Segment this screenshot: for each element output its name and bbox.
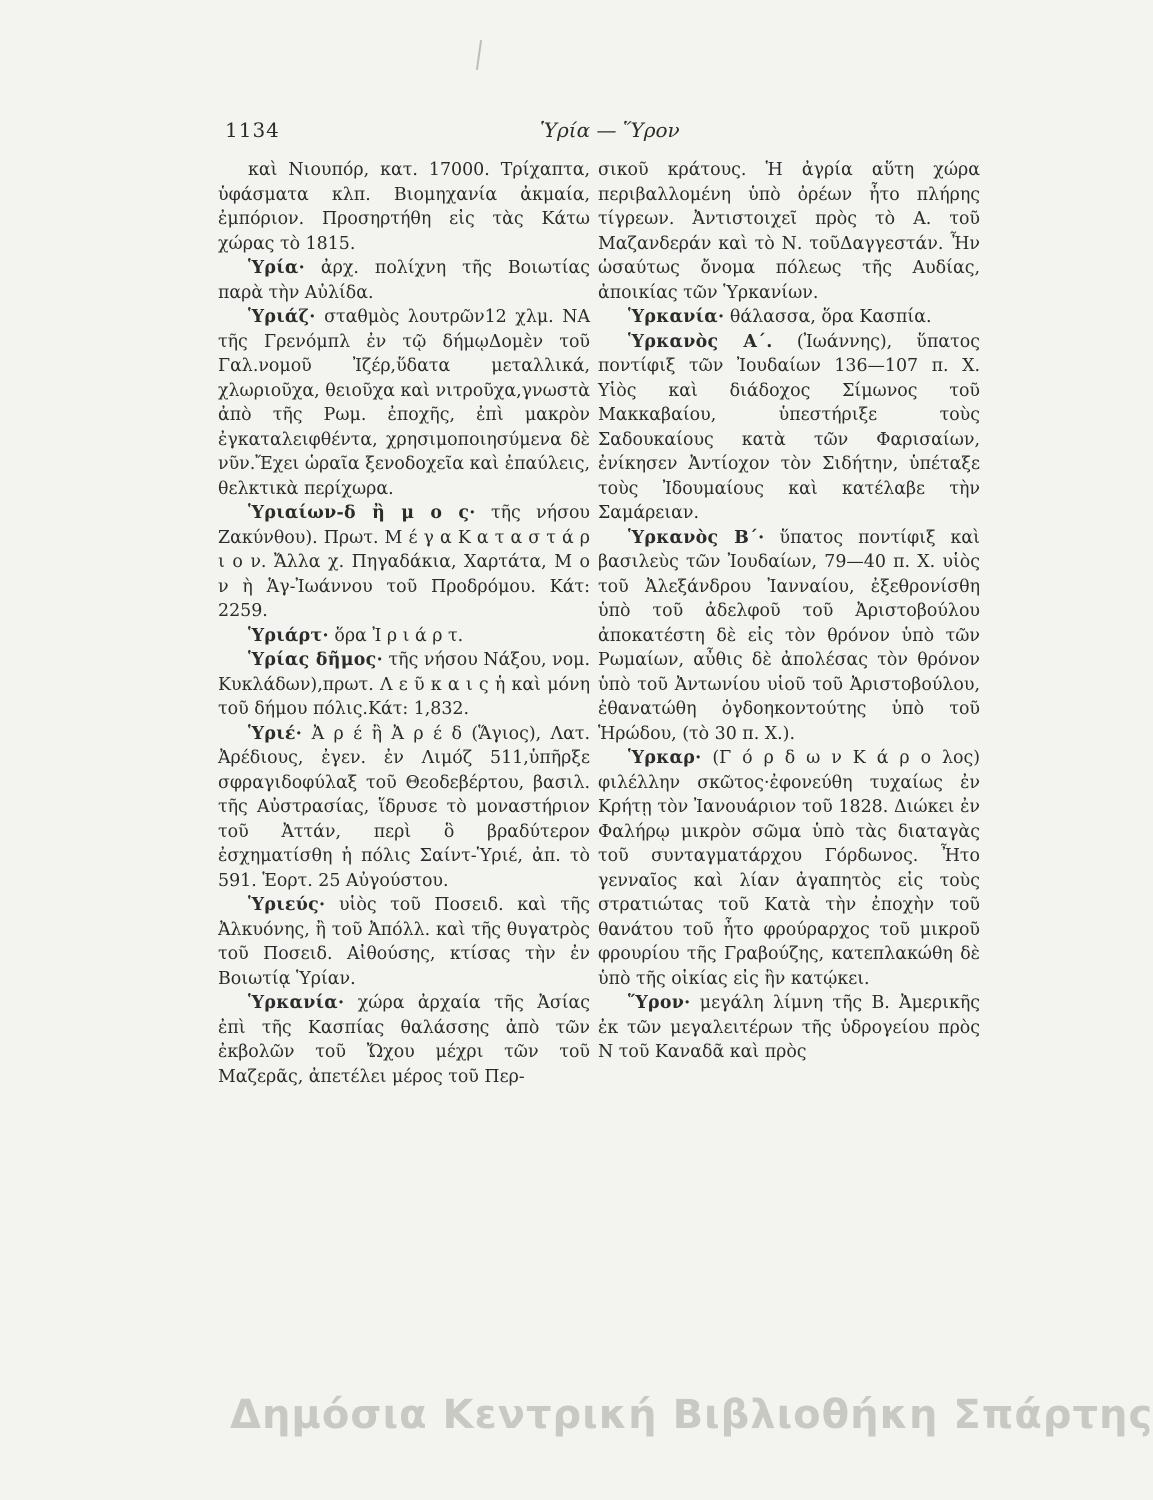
entry: Ὑριάρτ· ὅρα Ἰ ρ ι ά ρ τ. — [248, 625, 464, 646]
page-header — [0, 118, 1035, 148]
entry: Ὑρκανία· θάλασσα, ὅρα Κασπία. — [628, 307, 932, 327]
headword: Ὑρία· — [248, 258, 305, 278]
entry: σικοῦ κράτους. Ἡ ἀγρία αὕτη χώρα περιβαλλομένη ὑπὸ ὀρέων ἦτο πλήρης τίγρεων. Ἀντιστοιχεῖ πρὸς τὸ Α. τοῦ Μαζανδεράν καὶ τὸ Ν. τοῦΔαγγεστάν. Ἦν ὡσαύτως ὄνομα πόλεως τῆς Αυδίας, ἀποικίας τῶν Ὑρκανίων. — [598, 160, 980, 303]
entry: Ὕρον· μεγάλη λίμνη τῆς Β. Ἀμερικῆς ἐκ τῶν μεγαλειτέρων τῆς ὑδρογείου πρὸς Ν τοῦ Καναδᾶ καὶ πρὸς — [598, 993, 980, 1062]
entry: Ὑρκανὸς Β΄· ὕπατος ποντίφιξ καὶ βασιλεὺς τῶν Ἰουδαίων, 79—40 π. Χ. υἱὸς τοῦ Ἀλεξάνδρου Ἰανναίου, ἐξεθρονίσθη ὑπὸ τοῦ ἀδελφοῦ τοῦ Ἀριστοβούλου ἀποκατέστη δὲ εἰς τὸν θρόνον ὑπὸ τῶν Ρωμαίων, αὖθις δὲ ἀπολέσας τὸν θρόνον ὑπὸ τοῦ Ἀντωνίου υἱοῦ τοῦ Ἀριστοβούλου, ἐθανατώθη ὀγδοηκοντούτης ὑπὸ τοῦ Ἡρώδου, (τὸ 30 π. Χ.). — [598, 527, 980, 744]
entry: Ὑρκανὸς Α΄. (Ἰωάννης), ὕπατος ποντίφιξ τῶν Ἰουδαίων 136—107 π. Χ. Υἱὸς καὶ διάδοχος Σίμωνος τοῦ Μακκαβαίου, ὑπεστήριξε τοὺς Σαδουκαίους κατὰ τῶν Φαρισαίων, ἐνίκησεν Ἀντίοχον τὸν Σιδήτην, ὑπέταξε τοὺς Ἰδουμαίους καὶ κατέλαβε τὴν Σαμάρειαν. — [598, 331, 980, 523]
headword: Ὑρκανία· — [248, 993, 345, 1013]
headword: Ὑρκαρ· — [628, 748, 702, 768]
left-column — [218, 158, 590, 1089]
headword: Ὑριεύς· — [248, 895, 326, 915]
headword: Ὑριαίων-δ ἢ μ ο ς· — [248, 503, 476, 523]
entry: Ὑρία· ἀρχ. πολίχνη τῆς Βοιωτίας παρὰ τὴν Αὐλίδα. — [218, 258, 590, 303]
entry: καὶ Νιουπόρ, κατ. 17000. Τρίχαπτα, ὑφάσματα κλπ. Βιομηχανία ἀκμαία, ἐμπόριον. Προσηρτήθη εἰς τὰς Κάτω χώρας τὸ 1815. — [218, 160, 590, 254]
headword: Ὑρκανὸς Α΄. — [628, 331, 773, 352]
entry: Ὑριεύς· υἱὸς τοῦ Ποσειδ. καὶ τῆς Ἀλκυόνης, ἢ τοῦ Ἀπόλλ. καὶ τῆς θυγατρὸς τοῦ Ποσειδ. Αἰθούσης, κτίσας τὴν ἐν Βοιωτίᾳ Ὑρίαν. — [218, 895, 591, 989]
library-watermark: Δημόσια Κεντρική Βιβλιοθήκη Σπάρτης — [230, 1392, 1153, 1438]
headword: Ὑριάζ· — [248, 307, 316, 327]
entry: Ὑρκαρ· (Γ ό ρ δ ω ν Κ ά ρ ο λος) φιλέλλην σκῶτος·ἐφονεύθη τυχαίως ἐν Κρήτῃ τὸν Ἰανουάριον τοῦ 1828. Διώκει ἐν Φαλήρῳ μικρὸν σῶμα ὑπὸ τὰς διαταγὰς τοῦ συνταγματάρχου Γόρδωνος. Ἦτο γενναῖος καὶ λίαν ἀγαπητὸς εἰς τοὺς στρατιώτας τοῦ Κατὰ τὴν ἐποχὴν τοῦ θανάτου τοῦ ἦτο φρούραρχος τοῦ μικροῦ φρουρίου τῆς Γραβούζης, κατεπλακώθη δὲ ὑπὸ τῆς οἰκίας εἰς ἣν κατῴκει. — [598, 748, 981, 989]
entry: Ὑριάζ· σταθμὸς λουτρῶν12 χλμ. ΝΑ τῆς Γρενόμπλ ἐν τῷ δήμῳΔομὲν τοῦ Γαλ.νομοῦ Ἰζέρ,ὕδατα μεταλλικά, χλωριοῦχα, θειοῦχα καὶ νιτροῦχα,γνωστὰ ἀπὸ τῆς Ρωμ. ἐποχῆς, ἐπὶ μακρὸν ἐγκαταλειφθέντα, χρησιμοποιησύμενα δὲ νῦν.Ἔχει ὡραῖα ξενοδοχεῖα καὶ ἐπαύλεις, θελκτικὰ περίχωρα. — [218, 307, 591, 499]
headword: Ὕρον· — [628, 993, 691, 1013]
headword: Ὑρκανία· — [628, 307, 725, 327]
headword: Ὑριέ· — [248, 723, 303, 744]
entry: Ὑρκανία· χώρα ἀρχαία τῆς Ἀσίας ἐπὶ τῆς Κασπίας θαλάσσης ἀπὸ τῶν ἐκβολῶν τοῦ Ὤχου μέχρι τῶν τοῦ Μαζερᾶς, ἀπετέλει μέρος τοῦ Περ- — [218, 993, 590, 1087]
headword: Ὑριάρτ· — [248, 625, 329, 646]
right-column — [598, 158, 980, 1065]
entry: Ὑρίας δῆμος· τῆς νήσου Νάξου, νομ. Κυκλάδων),πρωτ. Λ ε ῦ κ α ι ς ἡ καὶ μόνη τοῦ δήμου πόλις.Κάτ: 1,832. — [218, 650, 591, 719]
running-head: Ὑρία — Ὕρον — [540, 118, 680, 142]
ink-mark — [476, 40, 482, 70]
headword: Ὑρκανὸς Β΄· — [628, 527, 765, 548]
entry: Ὑριαίων-δ ἢ μ ο ς· τῆς νήσου Ζακύνθου). Πρωτ. Μ έ γ α Κ α τ α σ τ ά ρ ι ο ν. Ἄλλα χ. Πηγαδάκια, Χαρτάτα, Μ ο ν ὴ Ἁγ-Ἰωάννου τοῦ Προδρόμου. Κάτ: 2259. — [218, 503, 590, 621]
entry: Ὑριέ· Ἀ ρ έ ἢ Ἀ ρ έ δ (Ἅγιος), Λατ. Ἀρέδιους, ἐγεν. ἐν Λιμόζ 511,ὑπῆρξε σφραγιδοφύλαξ τοῦ Θεοδεβέρτου, βασιλ. τῆς Αὐστρασίας, ἵδρυσε τὸ μοναστήριον τοῦ Ἀττάν, περὶ ὃ βραδύτερον ἐσχηματίσθη ἡ πόλις Σαίντ-Ὑριέ, ἀπ. τὸ 591. Ἑορτ. 25 Αὐγούστου. — [218, 723, 590, 891]
page-number: 1134 — [225, 118, 280, 142]
headword: Ὑρίας δῆμος· — [248, 650, 383, 670]
